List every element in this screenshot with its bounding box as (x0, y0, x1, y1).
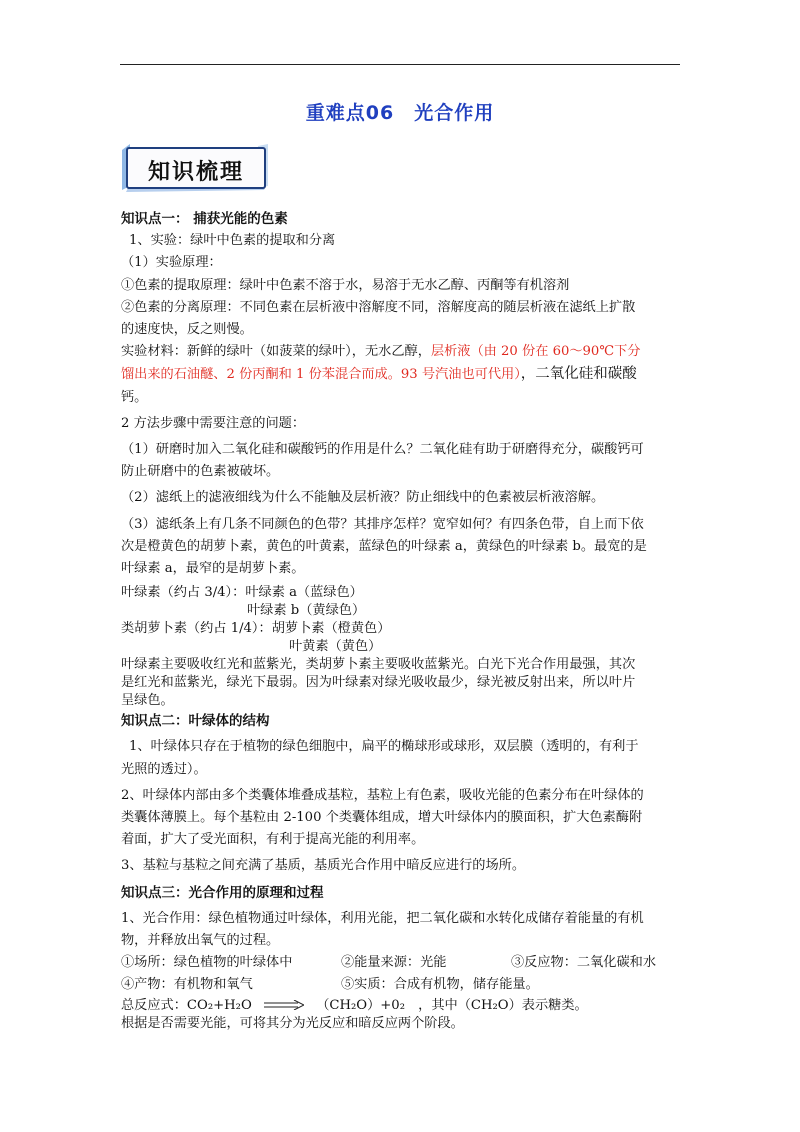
text-line: 是红光和蓝紫光，绿光下最弱。因为叶绿素对绿光吸收最少，绿光被反射出来，所以叶片 (121, 675, 636, 691)
text-line: ①色素的提取原理：绿叶中色素不溶于水，易溶于无水乙醇、丙酮等有机溶剂 (121, 277, 570, 293)
pigment-line: 叶绿素 b（黄绿色） (247, 603, 366, 619)
text-line: 钙。 (121, 389, 148, 405)
text-line (121, 341, 683, 363)
text-span: 实验材料：新鲜的绿叶（如菠菜的绿叶），无水乙醇， (121, 344, 431, 360)
section-heading: 知识点三：光合作用的原理和过程 (121, 884, 324, 901)
page-title: 重难点06 光合作用 (305, 102, 495, 124)
equation-line (121, 997, 683, 1015)
text-line: ②色素的分离原理：不同色素在层析液中溶解度不同，溶解度高的随层析液在滤纸上扩散 (121, 299, 636, 315)
text-line: 叶绿素主要吸收红光和蓝紫光，类胡萝卜素主要吸收蓝紫光。白光下光合作用最强，其次 (121, 657, 636, 673)
text-line: 根据是否需要光能，可将其分为光反应和暗反应两个阶段。 (121, 1015, 464, 1031)
reaction-arrow-icon (264, 1000, 304, 1010)
fact-item: ④产物：有机物和氧气 (121, 977, 253, 993)
text-line: 光照的透过）。 (121, 761, 207, 777)
text-line: 类囊体薄膜上。每个基粒由 2-100 个类囊体组成，增大叶绿体内的膜面积，扩大色素酶附 (121, 810, 643, 826)
highlight-text: 层析液（由 20 份在 60～90℃下分 (430, 344, 641, 360)
equation-right: （CH₂O）+0₂ ，其中（CH₂O）表示糖类。 (316, 997, 588, 1013)
equation-left: 总反应式：CO₂+H₂O (121, 997, 252, 1013)
text-line: （1）实验原理： (121, 255, 222, 271)
facts-row (121, 974, 683, 996)
text-line: 1、叶绿体只存在于植物的绿色细胞中，扁平的椭球形或球形，双层膜（透明的，有利于 (129, 739, 639, 755)
text-line: 1、光合作用：绿色植物通过叶绿体，利用光能，把二氧化碳和水转化成储存着能量的有机 (121, 910, 644, 926)
facts-row (121, 952, 683, 974)
section-badge (118, 142, 270, 192)
text-line: 3、基粒与基粒之间充满了基质，基质光合作用中暗反应进行的场所。 (121, 858, 526, 874)
text-span: ，二氧化硅和碳酸 (520, 366, 637, 383)
text-line: （1）研磨时加入二氧化硅和碳酸钙的作用是什么？二氧化硅有助于研磨得充分，碳酸钙可 (121, 442, 644, 458)
text-line: 的速度快，反之则慢。 (121, 322, 253, 338)
badge-label: 知识梳理 (147, 159, 244, 185)
highlight-text: 馏出来的石油醚、2 份丙酮和 1 份苯混合而成。93 号汽油也可代用） (121, 367, 521, 383)
text-line: （2）滤纸上的滤液细线为什么不能触及层析液？防止细线中的色素被层析液溶解。 (121, 490, 605, 506)
text-line: （3）滤纸条上有几条不同颜色的色带？其排序怎样？宽窄如何？有四条色带，自上而下依 (121, 516, 644, 532)
text-line: 呈绿色。 (121, 693, 174, 709)
section-heading: 知识点二：叶绿体的结构 (121, 713, 270, 730)
header-rule (120, 64, 680, 65)
text-line: 着面，扩大了受光面积，有利于提高光能的利用率。 (121, 832, 425, 848)
text-line: 叶绿素 a，最窄的是胡萝卜素。 (121, 561, 305, 577)
text-line: 2、叶绿体内部由多个类囊体堆叠成基粒，基粒上有色素，吸收光能的色素分布在叶绿体的 (121, 787, 644, 803)
text-line (121, 363, 683, 386)
text-line: 物，并释放出氧气的过程。 (121, 933, 280, 949)
pigment-line: 叶黄素（黄色） (289, 639, 382, 655)
text-line: 次是橙黄色的胡萝卜素，黄色的叶黄素，蓝绿色的叶绿素 a，黄绿色的叶绿素 b。最宽的是 (121, 538, 647, 554)
text-line: 1、实验：绿叶中色素的提取和分离 (129, 233, 336, 249)
section-heading: 知识点一： 捕获光能的色素 (121, 211, 288, 227)
badge-box (126, 147, 266, 189)
fact-item: ①场所：绿色植物的叶绿体中 (121, 955, 293, 971)
fact-item: ⑤实质：合成有机物，储存能量。 (341, 977, 539, 993)
pigment-line: 类胡萝卜素（约占 1/4）：胡萝卜素（橙黄色） (121, 621, 391, 637)
pigment-line: 叶绿素（约占 3/4）：叶绿素 a（蓝绿色） (121, 585, 363, 601)
fact-item: ②能量来源：光能 (341, 955, 447, 971)
document-body (121, 208, 683, 1033)
text-line: 2 方法步骤中需要注意的问题： (121, 415, 306, 431)
fact-item: ③反应物：二氧化碳和水 (511, 955, 657, 971)
text-line: 防止研磨中的色素被破坏。 (121, 464, 280, 480)
